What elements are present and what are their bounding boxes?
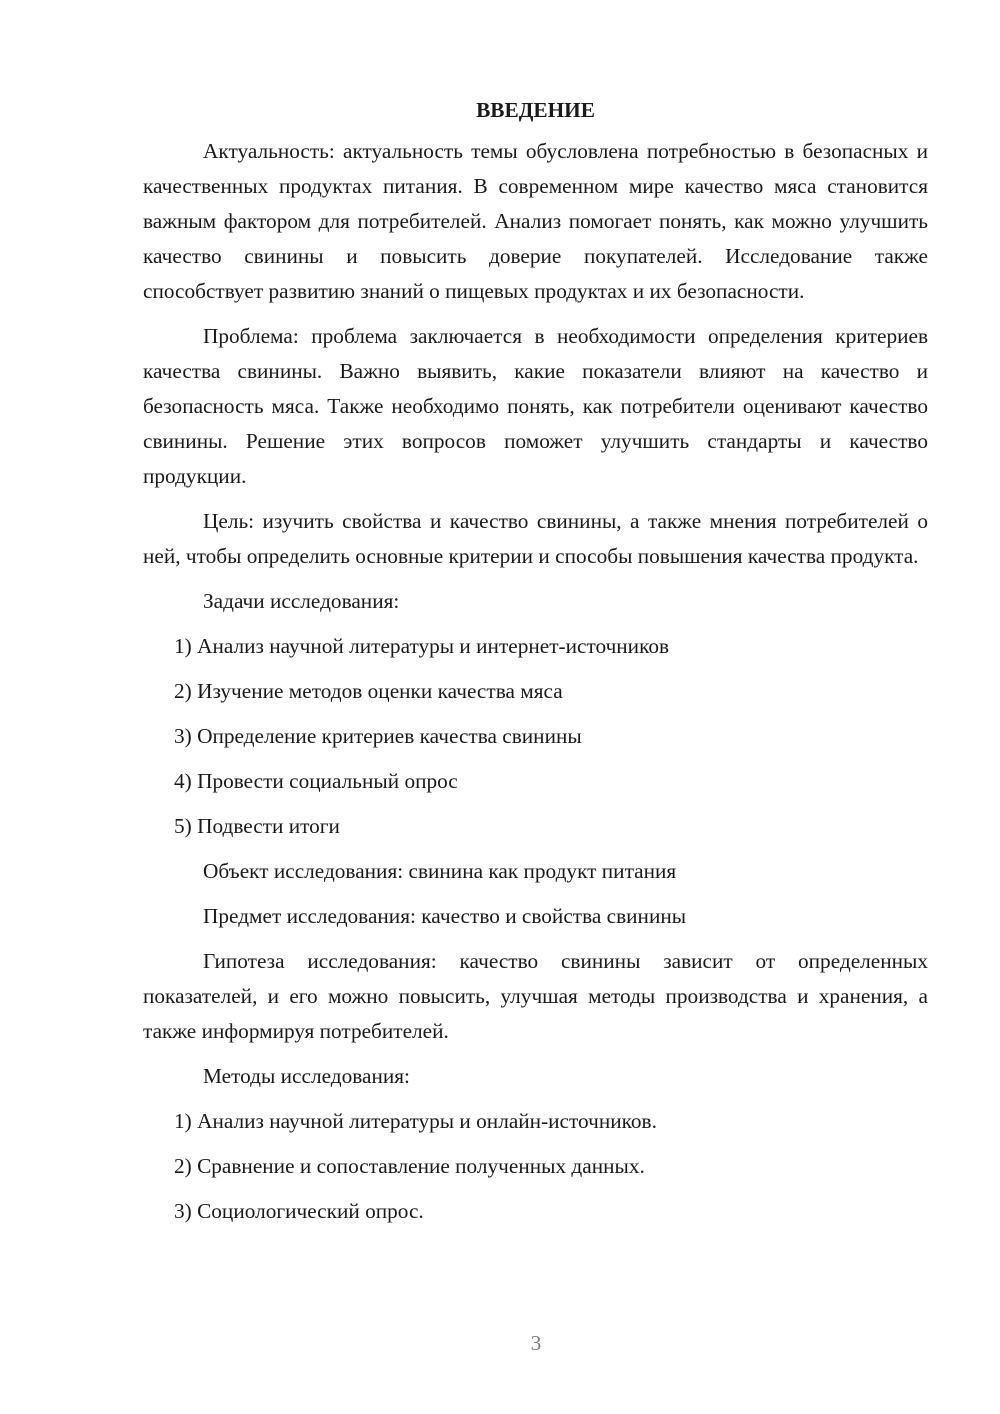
tasks-heading: Задачи исследования: [203,589,400,613]
task-item: 1) Анализ научной литературы и интернет-источников [174,634,670,658]
section-title: ВВЕДЕНИЕ [476,98,595,122]
document-page [143,93,928,1239]
methods-heading: Методы исследования: [203,1064,410,1088]
page-number: 3 [530,1331,542,1355]
task-item: 2) Изучение методов оценки качества мяса [174,679,563,703]
relevance-paragraph: Актуальность: актуальность темы обусловлена потребностью в безопасных и качественных продуктах питания. В современном мире качество мяса становится важным фактором для потребителей. Анализ помогает понять, как можно улучшить качество свинины и повысить доверие покупателей. Исследование также способствует развитию знаний о пищевых продуктах и их безопасности. [143,139,928,303]
method-item: 1) Анализ научной литературы и онлайн-источников. [174,1109,657,1133]
task-item: 4) Провести социальный опрос [174,769,458,793]
research-subject: Предмет исследования: качество и свойства свинины [203,904,687,928]
goal-paragraph: Цель: изучить свойства и качество свинины, а также мнения потребителей о ней, чтобы определить основные критерии и способы повышения качества продукта. [143,509,928,568]
task-item: 5) Подвести итоги [174,814,340,838]
hypothesis-paragraph: Гипотеза исследования: качество свинины зависит от определенных показателей, и его можно повысить, улучшая методы производства и хранения, а также информируя потребителей. [143,949,928,1043]
research-object: Объект исследования: свинина как продукт питания [203,859,677,883]
problem-paragraph: Проблема: проблема заключается в необходимости определения критериев качества свинины. Важно выявить, какие показатели влияют на качество и безопасность мяса. Также необходимо понять, как потребители оценивают качество свинины. Решение этих вопросов поможет улучшить стандарты и качество продукции. [143,324,928,488]
task-item: 3) Определение критериев качества свинины [174,724,582,748]
method-item: 3) Социологический опрос. [174,1199,424,1223]
method-item: 2) Сравнение и сопоставление полученных данных. [174,1154,645,1178]
